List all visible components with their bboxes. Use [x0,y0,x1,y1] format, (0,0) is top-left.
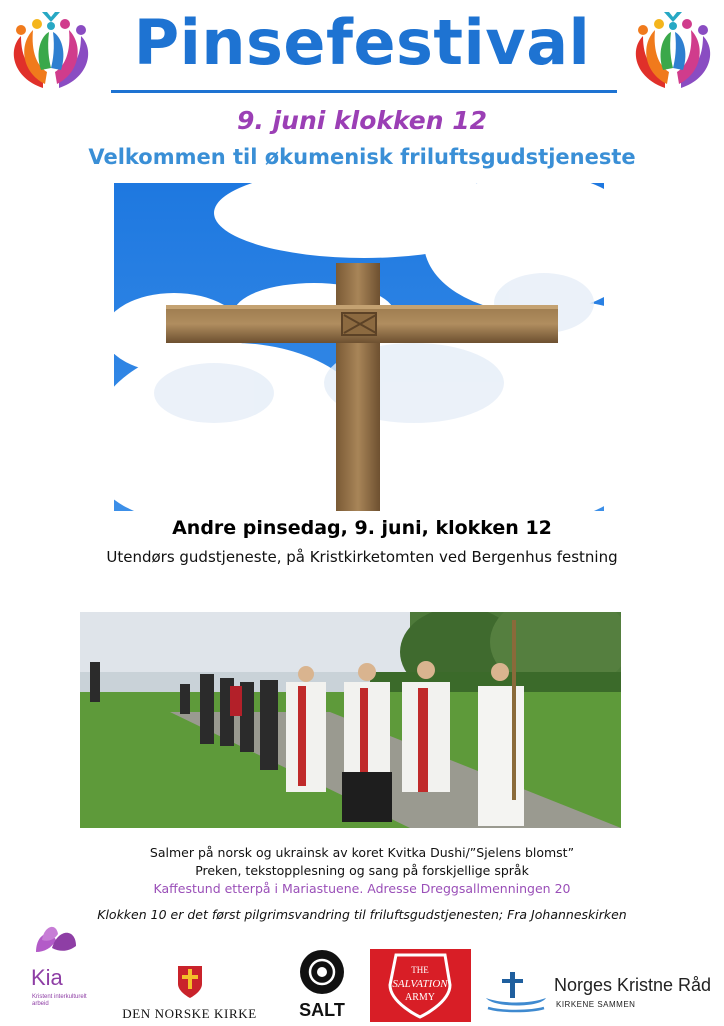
event-location: Utendørs gudstjeneste, på Kristkirketomten ved Bergenhus festning [106,548,618,566]
salt-logo [294,948,350,1024]
boat-cross-icon [482,970,550,1016]
norges-kristne-raad-name: Norges Kristne Råd [554,975,712,995]
kia-name: Kia [31,965,63,990]
circle-target-icon [294,948,350,998]
flower-icon [28,918,88,964]
page-title: Pinsefestival [133,6,591,79]
norges-kristne-raad-logo [482,970,722,1020]
sponsor-logos [0,918,724,1024]
details-line-coffee: Kaffestund etterpå i Mariastuene. Adresse Dreggsallmenningen 20 [153,881,571,896]
kia-subtitle: Kristent interkulturelt arbeid [32,994,87,1007]
procession-photo [80,612,621,828]
den-norske-kirke-name: DEN NORSKE KIRKE [122,1006,257,1021]
date-heading: 9. juni klokken 12 [236,106,487,135]
salvation-army-logo [370,949,471,1022]
army-line1: THE [411,965,429,975]
salvation-army-shield-icon [370,949,471,1022]
church-shield-icon [170,962,210,1002]
details-line-pilgrimage: Klokken 10 er det først pilgrimsvandring til friluftsgudstjenesten; Fra Johanneskirken [97,907,627,922]
details-line-choir: Salmer på norsk og ukrainsk av koret Kvitka Dushi/”Sjelens blomst” [149,845,575,860]
norges-kristne-raad-subtitle: KIRKENE SAMMEN [556,1000,636,1009]
army-line3: ARMY [404,992,436,1003]
details-line-sermon: Preken, tekstopplesning og sang på forskjellige språk [195,863,529,878]
welcome-heading: Velkommen til økumenisk friluftsgudstjeneste [88,145,636,169]
salt-name: SALT [299,1000,345,1020]
title-underline [111,90,617,93]
army-line2: SALVATION [392,978,448,990]
event-subtitle: Andre pinsedag, 9. juni, klokken 12 [172,517,552,539]
cross-photo [114,183,604,511]
kia-logo [28,918,98,1024]
den-norske-kirke-logo [112,964,267,1024]
